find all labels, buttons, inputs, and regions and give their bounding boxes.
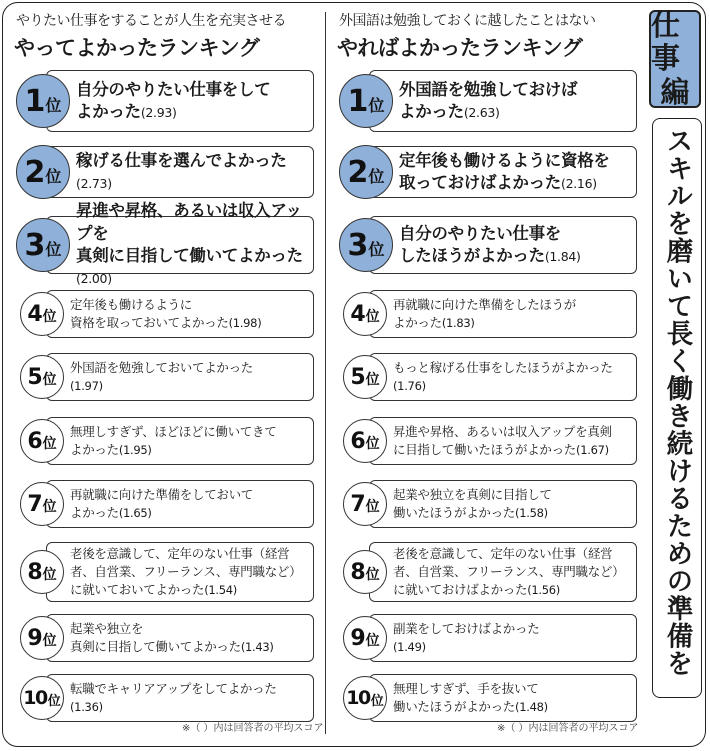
left-ranking-column xyxy=(12,0,322,751)
rank-text-line1 xyxy=(393,620,634,638)
rank-label: よかった xyxy=(76,102,141,121)
rank-label: 者、自営業、フリーランス、専門職など） xyxy=(70,563,302,579)
rank-unit: 位 xyxy=(365,309,380,325)
rank-row-1 xyxy=(12,70,317,132)
rank-label: 自分のやりたい仕事を xyxy=(399,223,562,243)
rank-text xyxy=(393,417,634,465)
rank-number: 6 xyxy=(350,428,365,454)
rank-label: 真剣に目指して働いてよかった xyxy=(70,639,241,654)
rank-text-line1 xyxy=(76,150,311,172)
rank-number: 10 xyxy=(346,687,370,709)
rank-unit: 位 xyxy=(42,633,57,649)
rank-text-line2 xyxy=(70,563,311,581)
rank-row-7 xyxy=(335,480,640,528)
rank-unit: 位 xyxy=(368,166,385,186)
rank-text xyxy=(393,542,634,602)
rank-text-line1 xyxy=(70,620,311,638)
rank-label: 稼げる仕事を選んでよかった xyxy=(76,150,287,170)
rank-text-line2 xyxy=(393,441,634,459)
rank-text-line3 xyxy=(393,581,634,599)
rank-label: 再就職に向けた準備をしておいて xyxy=(70,486,254,502)
right-ranking-column xyxy=(335,0,645,751)
rank-label: 転職でキャリアアップをしてよかった xyxy=(70,680,277,696)
rank-badge xyxy=(343,676,387,720)
rank-label: よかった xyxy=(70,505,119,520)
rank-number: 7 xyxy=(27,491,42,517)
rank-row-7 xyxy=(12,480,317,528)
rank-text-line3 xyxy=(70,581,311,599)
rank-row-4 xyxy=(12,290,317,338)
rank-label: 起業や独立を真剣に目指して xyxy=(393,486,552,502)
rank-badge xyxy=(343,419,387,463)
average-score: (2.63) xyxy=(463,105,500,120)
rank-label: 取っておけばよかった xyxy=(399,173,562,192)
rank-text-line1 xyxy=(393,680,634,698)
rank-number: 3 xyxy=(347,227,368,263)
rank-unit: 位 xyxy=(370,694,384,709)
rank-text-line1 xyxy=(399,150,634,172)
rank-label: 者、自営業、フリーランス、専門職など） xyxy=(393,563,625,579)
rank-unit: 位 xyxy=(368,95,385,115)
rank-label: 働いたほうがよかった xyxy=(393,699,516,714)
rank-text xyxy=(76,146,311,198)
rank-label: よかった xyxy=(399,102,464,121)
rank-text-score-line xyxy=(393,377,634,395)
rank-unit: 位 xyxy=(42,499,57,515)
rank-unit: 位 xyxy=(45,95,62,115)
rank-text-line1 xyxy=(393,423,634,441)
rank-unit: 位 xyxy=(365,372,380,388)
rank-badge xyxy=(339,74,393,128)
rank-label: 老後を意識して、定年のない仕事（経営 xyxy=(70,545,290,561)
rank-unit: 位 xyxy=(365,633,380,649)
rank-number: 2 xyxy=(24,154,45,190)
rank-label: に就いておけばよかった xyxy=(393,582,528,598)
rank-text-line1 xyxy=(393,545,634,563)
rank-text xyxy=(393,353,634,401)
rank-number: 3 xyxy=(24,227,45,263)
rank-text xyxy=(70,614,311,662)
rank-label: 働いたほうがよかった xyxy=(393,505,516,520)
rank-badge xyxy=(343,355,387,399)
right-title: やればよかったランキング xyxy=(337,36,583,60)
rank-badge xyxy=(339,145,393,199)
rank-text xyxy=(70,417,311,465)
rank-badge xyxy=(20,355,64,399)
rank-text xyxy=(76,201,311,287)
rank-text-line1 xyxy=(70,545,311,563)
rank-row-1 xyxy=(335,70,640,132)
rank-text-line1 xyxy=(393,359,634,377)
rank-text xyxy=(399,70,634,132)
rank-unit: 位 xyxy=(368,239,385,259)
rank-text-line2 xyxy=(393,314,634,332)
rank-row-3 xyxy=(335,216,640,274)
rank-text xyxy=(70,542,311,602)
rank-unit: 位 xyxy=(42,567,57,583)
left-subtitle: やりたい仕事をすることが人生を充実させる xyxy=(16,13,286,29)
rank-text-score-line xyxy=(70,377,311,395)
rank-badge xyxy=(16,74,70,128)
rank-badge xyxy=(343,550,387,594)
rank-label: 定年後も働けるように xyxy=(70,296,193,312)
average-score: (1.36) xyxy=(70,700,103,714)
average-score: (1.83) xyxy=(441,316,475,330)
rank-text-line2 xyxy=(70,504,311,522)
rank-unit: 位 xyxy=(365,499,380,515)
rank-number: 7 xyxy=(350,491,365,517)
rank-text xyxy=(70,353,311,401)
section-badge xyxy=(649,7,701,109)
rank-unit: 位 xyxy=(42,372,57,388)
rank-number: 5 xyxy=(350,364,365,390)
badge-line1: 仕事 xyxy=(651,7,681,76)
rank-text-line1 xyxy=(399,223,634,245)
rank-row-4 xyxy=(335,290,640,338)
rank-badge xyxy=(20,419,64,463)
rank-label: よかった xyxy=(393,315,442,330)
rank-label: 外国語を勉強しておけば xyxy=(399,79,578,99)
rank-text-line1 xyxy=(76,79,311,101)
average-score: (1.49) xyxy=(393,640,426,654)
rank-label: 昇進や昇格、あるいは収入アップを xyxy=(76,201,302,243)
rank-text xyxy=(70,480,311,528)
rank-label: に就いておいてよかった xyxy=(70,582,205,598)
rank-number: 5 xyxy=(27,364,42,390)
rank-row-5 xyxy=(335,353,640,401)
rank-label: もっと稼げる仕事をしたほうがよかった xyxy=(393,359,613,375)
rank-text xyxy=(393,290,634,338)
rank-text xyxy=(393,614,634,662)
rank-badge xyxy=(20,676,64,720)
rank-text-line2 xyxy=(393,698,634,716)
rank-number: 6 xyxy=(27,428,42,454)
rank-unit: 位 xyxy=(45,166,62,186)
rank-unit: 位 xyxy=(45,239,62,259)
rank-text-line2 xyxy=(76,101,311,123)
rank-row-6 xyxy=(335,417,640,465)
average-score: (1.65) xyxy=(118,506,152,520)
rank-row-6 xyxy=(12,417,317,465)
rank-badge xyxy=(20,616,64,660)
rank-text-score-line xyxy=(393,638,634,656)
rank-text-score-line xyxy=(70,698,311,716)
average-score: (1.43) xyxy=(240,640,274,654)
rank-row-2 xyxy=(335,146,640,198)
left-score-note: ※（ ）内は回答者の平均スコア xyxy=(182,723,324,734)
rank-number: 1 xyxy=(347,83,368,119)
rank-label: 無理しすぎず、ほどほどに働いてきて xyxy=(70,423,277,439)
rank-text-line1 xyxy=(70,423,311,441)
rank-label: に目指して働いたほうがよかった xyxy=(393,442,577,457)
column-divider xyxy=(325,12,326,734)
right-score-note: ※（ ）内は回答者の平均スコア xyxy=(497,723,639,734)
rank-row-10 xyxy=(335,674,640,722)
rank-number: 9 xyxy=(27,625,42,651)
rank-number: 9 xyxy=(350,625,365,651)
rank-row-5 xyxy=(12,353,317,401)
rank-text xyxy=(76,70,311,132)
rank-text-score-line xyxy=(76,172,311,194)
rank-label: 老後を意識して、定年のない仕事（経営 xyxy=(393,545,613,561)
rank-text-line2 xyxy=(70,441,311,459)
average-score: (1.58) xyxy=(515,506,548,520)
rank-badge xyxy=(16,218,70,272)
rank-row-8 xyxy=(12,542,317,602)
rank-label: 資格を取っておいてよかった xyxy=(70,315,229,330)
rank-text-line2 xyxy=(70,638,311,656)
rank-number: 8 xyxy=(350,559,365,585)
average-score: (1.56) xyxy=(527,583,560,598)
rank-number: 8 xyxy=(27,559,42,585)
rank-badge xyxy=(16,145,70,199)
rank-row-3 xyxy=(12,201,317,287)
average-score: (1.95) xyxy=(118,443,152,457)
rank-unit: 位 xyxy=(42,309,57,325)
rank-label: 外国語を勉強しておいてよかった xyxy=(70,359,254,375)
rank-text-line2 xyxy=(393,504,634,522)
rank-badge xyxy=(343,292,387,336)
side-headline-text: スキルを磨いて長く働き続けるための準備を xyxy=(661,127,693,677)
rank-text-line1 xyxy=(70,296,311,314)
average-score: (1.67) xyxy=(576,443,609,457)
rank-number: 10 xyxy=(23,687,47,709)
average-score: (2.73) xyxy=(76,176,112,191)
rank-text-line2 xyxy=(399,101,634,123)
rank-row-8 xyxy=(335,542,640,602)
rank-unit: 位 xyxy=(365,436,380,452)
rank-badge xyxy=(343,482,387,526)
rank-text xyxy=(70,674,311,722)
rank-text-line1 xyxy=(70,486,311,504)
rank-number: 2 xyxy=(347,154,368,190)
rank-row-9 xyxy=(335,614,640,662)
rank-label: 真剣に目指して働いてよかった xyxy=(76,246,303,265)
rank-text-line1 xyxy=(393,486,634,504)
rank-label: 起業や独立を xyxy=(70,620,144,636)
rank-label: したほうがよかった xyxy=(399,246,545,265)
average-score: (2.16) xyxy=(561,176,597,191)
badge-line2: 編 xyxy=(660,74,690,109)
rank-text-line2 xyxy=(76,245,311,290)
right-subtitle: 外国語は勉強しておくに越したことはない xyxy=(339,13,596,29)
rank-text-line1 xyxy=(399,79,634,101)
rank-text xyxy=(70,290,311,338)
rank-badge xyxy=(343,616,387,660)
average-score: (1.76) xyxy=(393,379,426,393)
rank-label: よかった xyxy=(70,442,119,457)
rank-text-line1 xyxy=(393,296,634,314)
rank-number: 1 xyxy=(24,83,45,119)
rank-badge xyxy=(339,218,393,272)
rank-row-9 xyxy=(12,614,317,662)
rank-badge xyxy=(20,550,64,594)
average-score: (2.93) xyxy=(140,105,177,120)
average-score: (1.84) xyxy=(544,249,581,264)
average-score: (1.98) xyxy=(228,316,262,330)
average-score: (1.54) xyxy=(204,583,237,598)
rank-text-line1 xyxy=(70,680,311,698)
average-score: (1.97) xyxy=(70,379,103,393)
rank-text-line2 xyxy=(399,172,634,194)
rank-text xyxy=(399,146,634,198)
rank-label: 再就職に向けた準備をしたほうが xyxy=(393,296,577,312)
average-score: (2.00) xyxy=(76,271,112,287)
rank-number: 4 xyxy=(27,301,42,327)
rank-text-line2 xyxy=(399,245,634,267)
rank-text xyxy=(399,216,634,274)
rank-number: 4 xyxy=(350,301,365,327)
rank-text xyxy=(393,674,634,722)
rank-text-line2 xyxy=(70,314,311,332)
rank-text-line2 xyxy=(393,563,634,581)
rank-label: 無理しすぎず、手を抜いて xyxy=(393,680,539,696)
rank-unit: 位 xyxy=(47,694,61,709)
rank-row-10 xyxy=(12,674,317,722)
rank-text xyxy=(393,480,634,528)
rank-unit: 位 xyxy=(42,436,57,452)
rank-label: 定年後も働けるように資格を xyxy=(399,150,610,170)
rank-text-line1 xyxy=(76,200,311,245)
side-headline xyxy=(652,118,702,698)
rank-label: 副業をしておけばよかった xyxy=(393,620,540,636)
rank-badge xyxy=(20,482,64,526)
rank-label: 昇進や昇格、あるいは収入アップを真剣 xyxy=(393,423,612,439)
left-title: やってよかったランキング xyxy=(14,36,260,60)
rank-row-2 xyxy=(12,146,317,198)
rank-label: 自分のやりたい仕事をして xyxy=(76,79,271,99)
rank-badge xyxy=(20,292,64,336)
average-score: (1.48) xyxy=(515,700,548,714)
rank-unit: 位 xyxy=(365,567,380,583)
rank-text-line1 xyxy=(70,359,311,377)
